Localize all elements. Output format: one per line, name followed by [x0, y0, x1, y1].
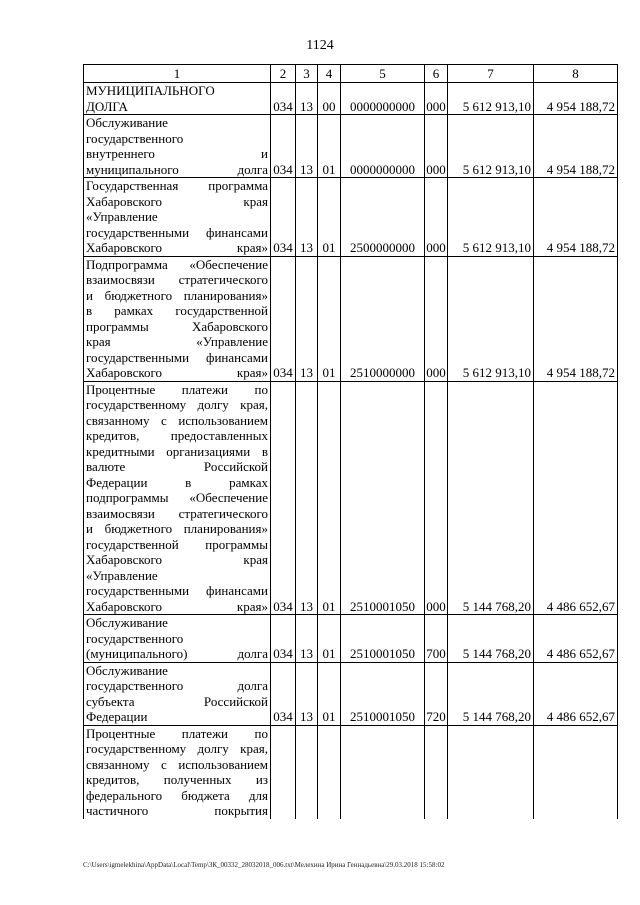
- table-row: [84, 83, 618, 115]
- column-header: 1: [84, 65, 271, 83]
- row-description: МУНИЦИПАЛЬНОГО ДОЛГА: [84, 83, 271, 115]
- cell-expense-type: 700: [425, 615, 448, 663]
- cell-expense-type: 000: [425, 83, 448, 115]
- cell-section: 13: [296, 178, 318, 257]
- row-description: Государственная программа Хабаровского края «Управление государственными финансами Хабаровского края»: [84, 178, 271, 257]
- cell-expense-type: 000: [425, 256, 448, 381]
- table-header-row: [84, 65, 618, 83]
- cell-subsection: 01: [318, 615, 341, 663]
- cell-subsection: 00: [318, 83, 341, 115]
- table-row: [84, 115, 618, 178]
- cell-amount-2: [534, 725, 618, 819]
- column-header: 4: [318, 65, 341, 83]
- cell-section: 13: [296, 662, 318, 725]
- cell-amount-1: 5 612 913,10: [448, 115, 534, 178]
- table-row: [84, 725, 618, 819]
- cell-subsection: 01: [318, 381, 341, 615]
- table-row: [84, 381, 618, 615]
- cell-expense-type: 000: [425, 178, 448, 257]
- cell-amount-1: 5 612 913,10: [448, 178, 534, 257]
- row-description: Обслуживание государственного долга субъекта Российской Федерации: [84, 662, 271, 725]
- cell-code: 034: [271, 615, 296, 663]
- cell-code: 034: [271, 178, 296, 257]
- cell-amount-2: 4 486 652,67: [534, 662, 618, 725]
- cell-target-article: 2510001050: [341, 615, 425, 663]
- cell-code: 034: [271, 83, 296, 115]
- column-header: 2: [271, 65, 296, 83]
- column-header: 3: [296, 65, 318, 83]
- column-header: 7: [448, 65, 534, 83]
- cell-amount-1: 5 144 768,20: [448, 615, 534, 663]
- cell-amount-2: 4 486 652,67: [534, 381, 618, 615]
- document-footer-path: C:\Users\igmelekhina\AppData\Local\Temp\ЗК_00332_28032018_006.txt\Мелехина Ирина Геннадьевна\29.03.2018 15:58:02: [83, 861, 445, 869]
- row-description: Обслуживание государственного (муниципального) долга: [84, 615, 271, 663]
- cell-code: 034: [271, 115, 296, 178]
- cell-section: 13: [296, 256, 318, 381]
- row-description: Подпрограмма «Обеспечение взаимосвязи стратегического и бюджетного планирования» в рамках государственной программы Хабаровского края «Управление государственными финансами Хабаровского края»: [84, 256, 271, 381]
- cell-target-article: [341, 725, 425, 819]
- cell-amount-1: 5 144 768,20: [448, 662, 534, 725]
- cell-code: 034: [271, 662, 296, 725]
- cell-amount-1: [448, 725, 534, 819]
- cell-subsection: [318, 725, 341, 819]
- cell-expense-type: 000: [425, 381, 448, 615]
- table-row: [84, 615, 618, 663]
- budget-table: [83, 64, 618, 819]
- cell-subsection: 01: [318, 178, 341, 257]
- row-description: Процентные платежи по государственному долгу края, связанному с использованием кредитов, предоставленных кредитными организациями в валюте Российской Федерации в рамках подпрограммы «Обеспечение взаимосвязи стратегического и бюджетного планирования» государственной программы Хабаровского края «Управление государственными финансами Хабаровского края»: [84, 381, 271, 615]
- row-description: Обслуживание государственного внутреннего и муниципального долга: [84, 115, 271, 178]
- cell-amount-2: 4 954 188,72: [534, 115, 618, 178]
- cell-amount-1: 5 144 768,20: [448, 381, 534, 615]
- column-header: 6: [425, 65, 448, 83]
- cell-amount-1: 5 612 913,10: [448, 256, 534, 381]
- page-number: 1124: [306, 38, 334, 53]
- cell-amount-2: 4 954 188,72: [534, 256, 618, 381]
- cell-amount-2: 4 954 188,72: [534, 178, 618, 257]
- cell-section: 13: [296, 115, 318, 178]
- cell-code: 034: [271, 256, 296, 381]
- cell-expense-type: [425, 725, 448, 819]
- cell-section: 13: [296, 615, 318, 663]
- cell-target-article: 0000000000: [341, 115, 425, 178]
- cell-subsection: 01: [318, 662, 341, 725]
- cell-section: [296, 725, 318, 819]
- table-row: [84, 178, 618, 257]
- table-row: [84, 256, 618, 381]
- cell-subsection: 01: [318, 115, 341, 178]
- cell-target-article: 0000000000: [341, 83, 425, 115]
- cell-target-article: 2500000000: [341, 178, 425, 257]
- cell-target-article: 2510000000: [341, 256, 425, 381]
- cell-subsection: 01: [318, 256, 341, 381]
- row-description: Процентные платежи по государственному долгу края, связанному с использованием кредитов, полученных из федерального бюджета для частичного покрытия: [84, 725, 271, 819]
- cell-section: 13: [296, 381, 318, 615]
- column-header: 8: [534, 65, 618, 83]
- cell-section: 13: [296, 83, 318, 115]
- column-header: 5: [341, 65, 425, 83]
- cell-target-article: 2510001050: [341, 381, 425, 615]
- table-row: [84, 662, 618, 725]
- cell-target-article: 2510001050: [341, 662, 425, 725]
- cell-amount-2: 4 954 188,72: [534, 83, 618, 115]
- cell-expense-type: 720: [425, 662, 448, 725]
- cell-amount-2: 4 486 652,67: [534, 615, 618, 663]
- cell-code: 034: [271, 381, 296, 615]
- cell-code: [271, 725, 296, 819]
- cell-amount-1: 5 612 913,10: [448, 83, 534, 115]
- cell-expense-type: 000: [425, 115, 448, 178]
